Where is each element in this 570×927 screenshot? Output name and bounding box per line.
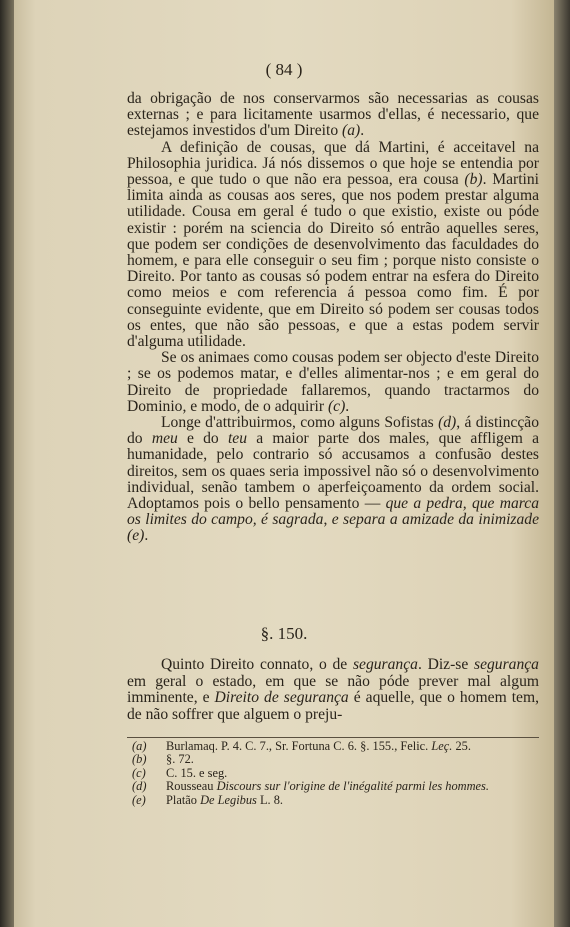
footnote-mark: (b): [132, 752, 147, 767]
footnote-text: [166, 794, 283, 807]
text-run: . Diz-se: [417, 656, 475, 673]
footnote: [132, 780, 542, 793]
italic-text: segurança: [352, 656, 418, 673]
paragraph: [127, 350, 539, 415]
footnote-mark: (a): [132, 739, 147, 753]
text-run: Longe d'attribuirmos, como alguns Sofistas: [161, 414, 439, 432]
italic-text: teu: [227, 430, 247, 448]
book-gutter: [0, 0, 14, 927]
section-heading: §. 150.: [260, 624, 308, 643]
book-edge: [554, 0, 570, 927]
italic-text: que a pedra, que marca os limites do campo, é sagrada: [127, 495, 540, 529]
book-page: [14, 0, 554, 927]
footnote-text: [166, 740, 471, 753]
text-run: C. 15. e seg.: [166, 765, 228, 780]
text-run: , á distincção do: [127, 414, 539, 448]
footnote-mark: (e): [132, 792, 146, 807]
italic-text: Discours sur l'origine de l'inégalité parmi les hommes.: [216, 779, 489, 794]
text-run: Rousseau: [166, 779, 217, 794]
text-run: Se os animaes como cousas podem ser objecto d'este Direito ; se os podemos matar, e d'elles alimentar-nos ; e em geral do Direito de propriedade fallaremos, quando tractarmos do Dominio, e modo, de o adquirir: [127, 349, 539, 415]
text-run: .: [360, 122, 365, 140]
section-text: [127, 657, 539, 723]
footnote: [132, 740, 542, 753]
italic-text: (e): [127, 527, 145, 545]
text-run: Platão: [166, 792, 201, 807]
paragraph: [127, 140, 539, 351]
main-text: [127, 91, 539, 545]
italic-text: Direito de segurança: [214, 689, 349, 707]
text-run: .: [144, 527, 149, 545]
footnote-text: [166, 780, 489, 793]
text-run: A definição de cousas, que dá Martini, é acceitavel na Philosophia juridica. Já nós dissemos o que hoje se entendia por pessoa, e que tudo o que não era pessoa, era cousa: [127, 138, 539, 189]
italic-text: De Legibus: [200, 792, 257, 807]
text-run: e do: [177, 430, 228, 448]
footnote-mark: (c): [132, 765, 146, 780]
footnote: [132, 794, 542, 807]
footnote: [132, 753, 542, 766]
footnote-text: [166, 767, 227, 780]
text-run: .: [345, 397, 350, 415]
italic-text: (a): [342, 122, 361, 140]
italic-text: e separa a amizade da inimizade: [331, 511, 540, 529]
italic-text: segurança: [474, 656, 539, 673]
paragraph: [127, 91, 539, 140]
italic-text: Leç.: [431, 739, 453, 753]
paragraph: [127, 415, 539, 545]
text-run: 25.: [452, 739, 471, 753]
text-run: L. 8.: [256, 792, 284, 807]
italic-text: (c): [327, 397, 346, 415]
footnotes: [132, 740, 542, 807]
footnote: [132, 767, 542, 780]
footnote-text: [166, 753, 194, 766]
italic-text: meu: [151, 430, 178, 448]
text-run: Quinto Direito connato, o de: [161, 656, 353, 673]
text-run: §. 72.: [166, 752, 194, 767]
text-run: . Martini limita ainda as cousas aos seres, que nos podem prestar alguma utilidade. Cousa em geral é tudo o que existio, existe ou póde existir : porém na sciencia do Direito só entrão aquelles seres, que podem ser condições de desenvolvimento das faculdades do homem, e para elle conseguir o seu fim ; porque nisto consiste o Direito. Por tanto as cousas só podem entrar na esfera do Direito como meios e com referencia á pessoa como fim. É por conseguinte evidente, que em Direito só podem ser cousas todos os entes, que não são pessoas, e que a estas podem servir d'alguma utilidade.: [127, 171, 540, 351]
text-run: é aquelle, que o homem tem, de não soffrer que alguem o preju-: [127, 689, 539, 723]
page-number: ( 84 ): [265, 60, 303, 79]
paragraph: [127, 657, 539, 723]
footnote-divider: [127, 737, 539, 738]
italic-text: (b): [464, 171, 483, 189]
text-run: ,: [323, 511, 332, 529]
italic-text: (d): [438, 414, 457, 432]
text-run: Burlamaq. P. 4. C. 7., Sr. Fortuna C. 6. §. 155., Felic.: [166, 739, 432, 753]
footnote-mark: (d): [132, 779, 147, 794]
text-run: a maior parte dos males, que affligem a humanidade, pelo contrario só accusamos a confusão destes direitos, sem os quaes seria impossivel não só o desenvolvimento individual, senão tambem o aperfeiçoamento da ordem social. Adoptamos pois o bello pensamento —: [127, 430, 540, 513]
text-run: em geral o estado, em que se não póde prever mal algum imminente, e: [127, 672, 539, 707]
text-run: da obrigação de nos conservarmos são necessarias as cousas externas ; e para licitamente usarmos d'ellas, é necessario, que estejamos investidos d'um Direito: [127, 90, 539, 140]
